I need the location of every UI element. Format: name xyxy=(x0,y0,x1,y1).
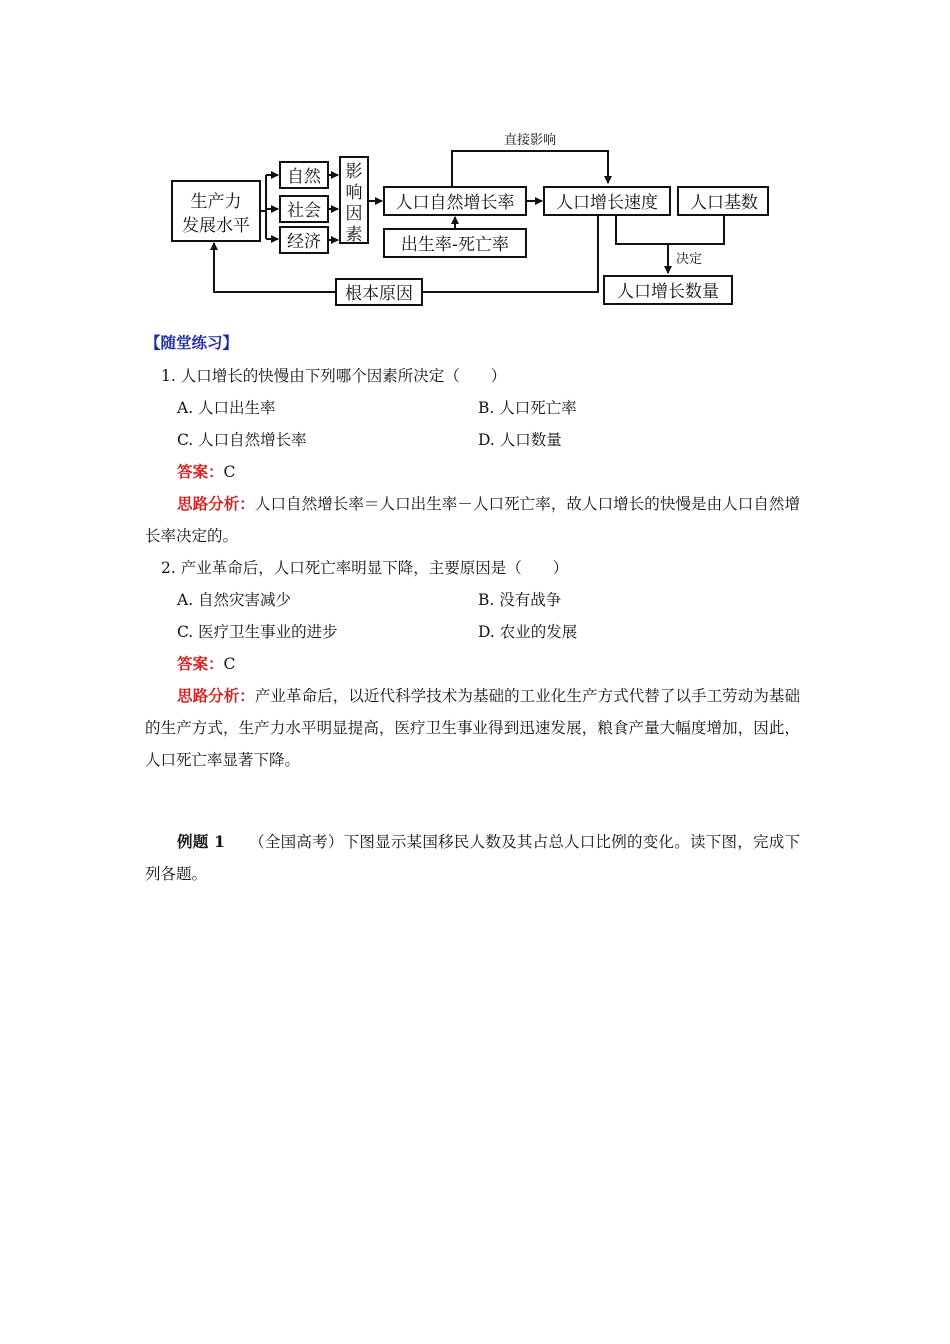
example-label: 例题 1 xyxy=(177,832,225,851)
q2-option-a: A. 自然灾害减少 xyxy=(177,591,292,609)
factor-society-label: 社会 xyxy=(287,201,321,221)
q2-answer xyxy=(177,654,235,674)
q1-option-a: A. 人口出生率 xyxy=(177,399,276,417)
q2-option-d: D. 农业的发展 xyxy=(478,623,578,641)
q1-analysis-text: 人口自然增长率＝人口出生率－人口死亡率，故人口增长的快慢是由人口自然增长率决定的。 xyxy=(145,495,800,545)
q2-stem: 2. 产业革命后，人口死亡率明显下降，主要原因是（ ） xyxy=(161,559,569,577)
q2-analysis-label: 思路分析： xyxy=(177,686,255,705)
q1-answer-label: 答案： xyxy=(177,462,224,481)
q2-answer-label: 答案： xyxy=(177,654,224,673)
influence-char-3: 因 xyxy=(345,204,363,224)
q2-analysis xyxy=(145,680,800,776)
q2-analysis-text: 产业革命后，以近代科学技术为基础的工业化生产方式代替了以手工劳动为基础的生产方式，生产力水平明显提高，医疗卫生事业得到迅速发展，粮食产量大幅度增加，因此，人口死亡率显著下降。 xyxy=(145,687,800,769)
influence-char-1: 影 xyxy=(345,162,363,182)
q1-analysis xyxy=(145,488,800,552)
example-text: （全国高考）下图显示某国移民人数及其占总人口比例的变化。读下图，完成下列各题。 xyxy=(145,833,800,883)
factor-economy-label: 经济 xyxy=(287,232,321,252)
q1-analysis-label: 思路分析： xyxy=(177,494,255,513)
q2-answer-value: C xyxy=(223,655,236,673)
q1-option-c: C. 人口自然增长率 xyxy=(177,431,307,449)
direct-influence-label: 直接影响 xyxy=(503,133,557,148)
growth-speed-label: 人口增长速度 xyxy=(556,193,658,213)
root-cause-label: 根本原因 xyxy=(345,284,413,304)
influence-char-4: 素 xyxy=(345,225,363,245)
influence-char-2: 响 xyxy=(345,183,363,203)
example-1 xyxy=(145,826,800,890)
factor-nature-label: 自然 xyxy=(287,167,321,187)
growth-amount-label: 人口增长数量 xyxy=(617,282,719,302)
population-growth-diagram xyxy=(168,127,758,311)
q1-answer-value: C xyxy=(223,463,236,481)
q2-option-c: C. 医疗卫生事业的进步 xyxy=(177,623,338,641)
q1-option-d: D. 人口数量 xyxy=(478,431,562,449)
productivity-label-1: 生产力 xyxy=(190,192,242,212)
population-base-label: 人口基数 xyxy=(690,193,758,213)
q1-answer xyxy=(177,462,235,482)
birth-death-label: 出生率-死亡率 xyxy=(400,235,510,255)
q2-option-b: B. 没有战争 xyxy=(478,591,562,609)
decide-label: 决定 xyxy=(676,252,703,267)
practice-heading: 【随堂练习】 xyxy=(145,333,239,352)
q1-stem: 1. 人口增长的快慢由下列哪个因素所决定（ ） xyxy=(161,367,507,385)
natural-growth-rate-label: 人口自然增长率 xyxy=(395,193,515,213)
productivity-label-2: 发展水平 xyxy=(182,216,250,236)
q1-option-b: B. 人口死亡率 xyxy=(478,399,577,417)
